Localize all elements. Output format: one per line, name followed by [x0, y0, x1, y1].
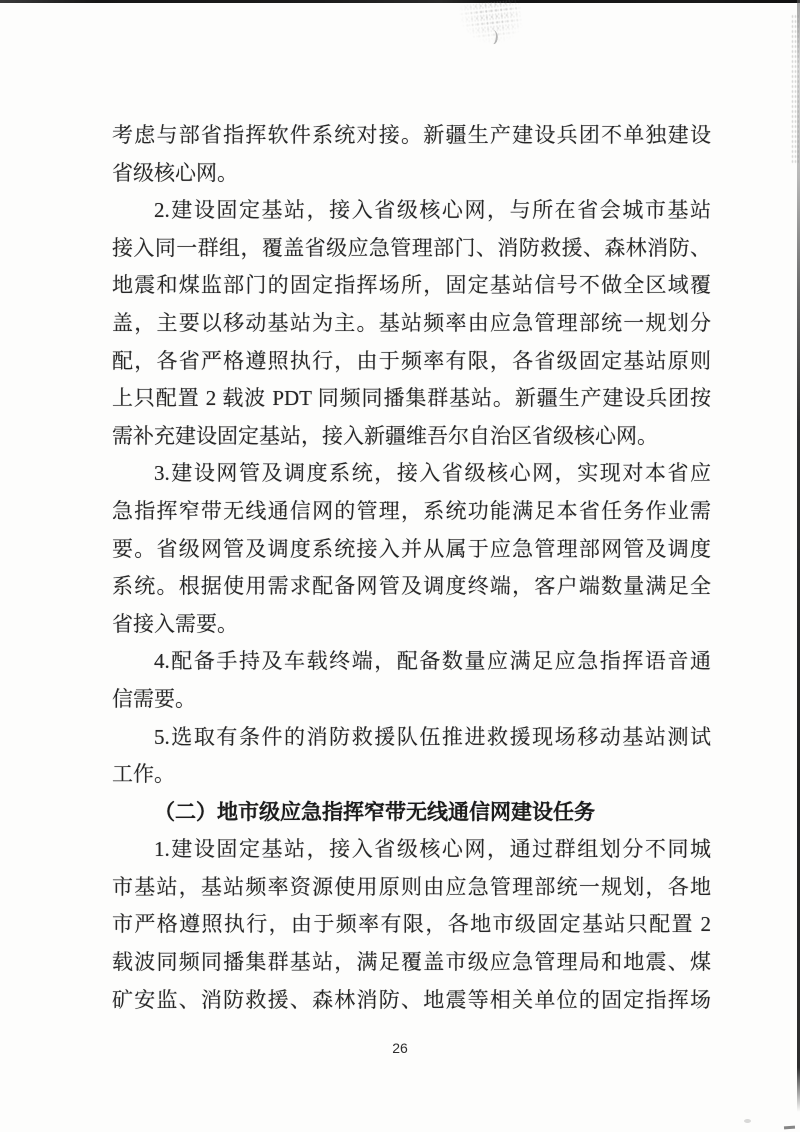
- text-line: 3.建设网管及调度系统，接入省级核心网，实现对本省应: [154, 461, 711, 486]
- text-line: 省接入需要。: [112, 611, 238, 636]
- text-line: 地震和煤监部门的固定指挥场所，固定基站信号不做全区域覆: [112, 273, 711, 298]
- text-line: 1.建设固定基站，接入省级核心网，通过群组划分不同城: [154, 837, 711, 862]
- text-line: 省级核心网。: [112, 160, 238, 185]
- text-line: 信需要。: [112, 686, 196, 711]
- page-number: 26: [392, 1040, 408, 1056]
- section-heading: （二）地市级应急指挥窄带无线通信网建设任务: [154, 800, 595, 824]
- text-line: 接入同一群组，覆盖省级应急管理部门、消防救援、森林消防、: [112, 235, 711, 260]
- text-line: 考虑与部省指挥软件系统对接。新疆生产建设兵团不单独建设: [112, 123, 711, 147]
- text-line: 载波同频同播集群基站，满足覆盖市级应急管理局和地震、煤: [112, 950, 711, 975]
- text-line: 2.建设固定基站，接入省级核心网，与所在省会城市基站: [154, 198, 711, 223]
- text-line: 系统。根据使用需求配备网管及调度终端，客户端数量满足全: [112, 574, 711, 599]
- text-line: 市严格遵照执行，由于频率有限，各地市级固定基站只配置 2: [112, 912, 711, 937]
- scan-artifact-dot: [744, 1119, 751, 1123]
- text-line: 配，各省严格遵照执行，由于频率有限，各省级固定基站原则: [112, 348, 711, 373]
- text-line: 工作。: [112, 762, 175, 787]
- text-line: 市基站，基站频率资源使用原则由应急管理部统一规划，各地: [112, 874, 711, 899]
- text-line: 盖，主要以移动基站为主。基站频率由应急管理部统一规划分: [112, 310, 711, 335]
- text-line: 需补充建设固定基站，接入新疆维吾尔自治区省级核心网。: [112, 423, 658, 448]
- text-line: 要。省级网管及调度系统接入并从属于应急管理部网管及调度: [112, 536, 711, 561]
- text-line: 矿安监、消防救援、森林消防、地震等相关单位的固定指挥场: [112, 987, 711, 1012]
- text-line: 上只配置 2 载波 PDT 同频同播集群基站。新疆生产建设兵团按: [112, 386, 711, 411]
- scan-artifact-top-edge: [0, 0, 800, 3]
- document-body: [112, 117, 711, 1019]
- scan-artifact-edge-speckle: [791, 14, 799, 164]
- scan-artifact-corner-mark: [784, 1126, 795, 1130]
- text-line: 4.配备手持及车载终端，配备数量应满足应急指挥语音通: [154, 649, 711, 674]
- text-line: 5.选取有条件的消防救援队伍推进救援现场移动基站测试: [154, 724, 711, 749]
- text-line: 急指挥窄带无线通信网的管理，系统功能满足本省任务作业需: [112, 498, 711, 523]
